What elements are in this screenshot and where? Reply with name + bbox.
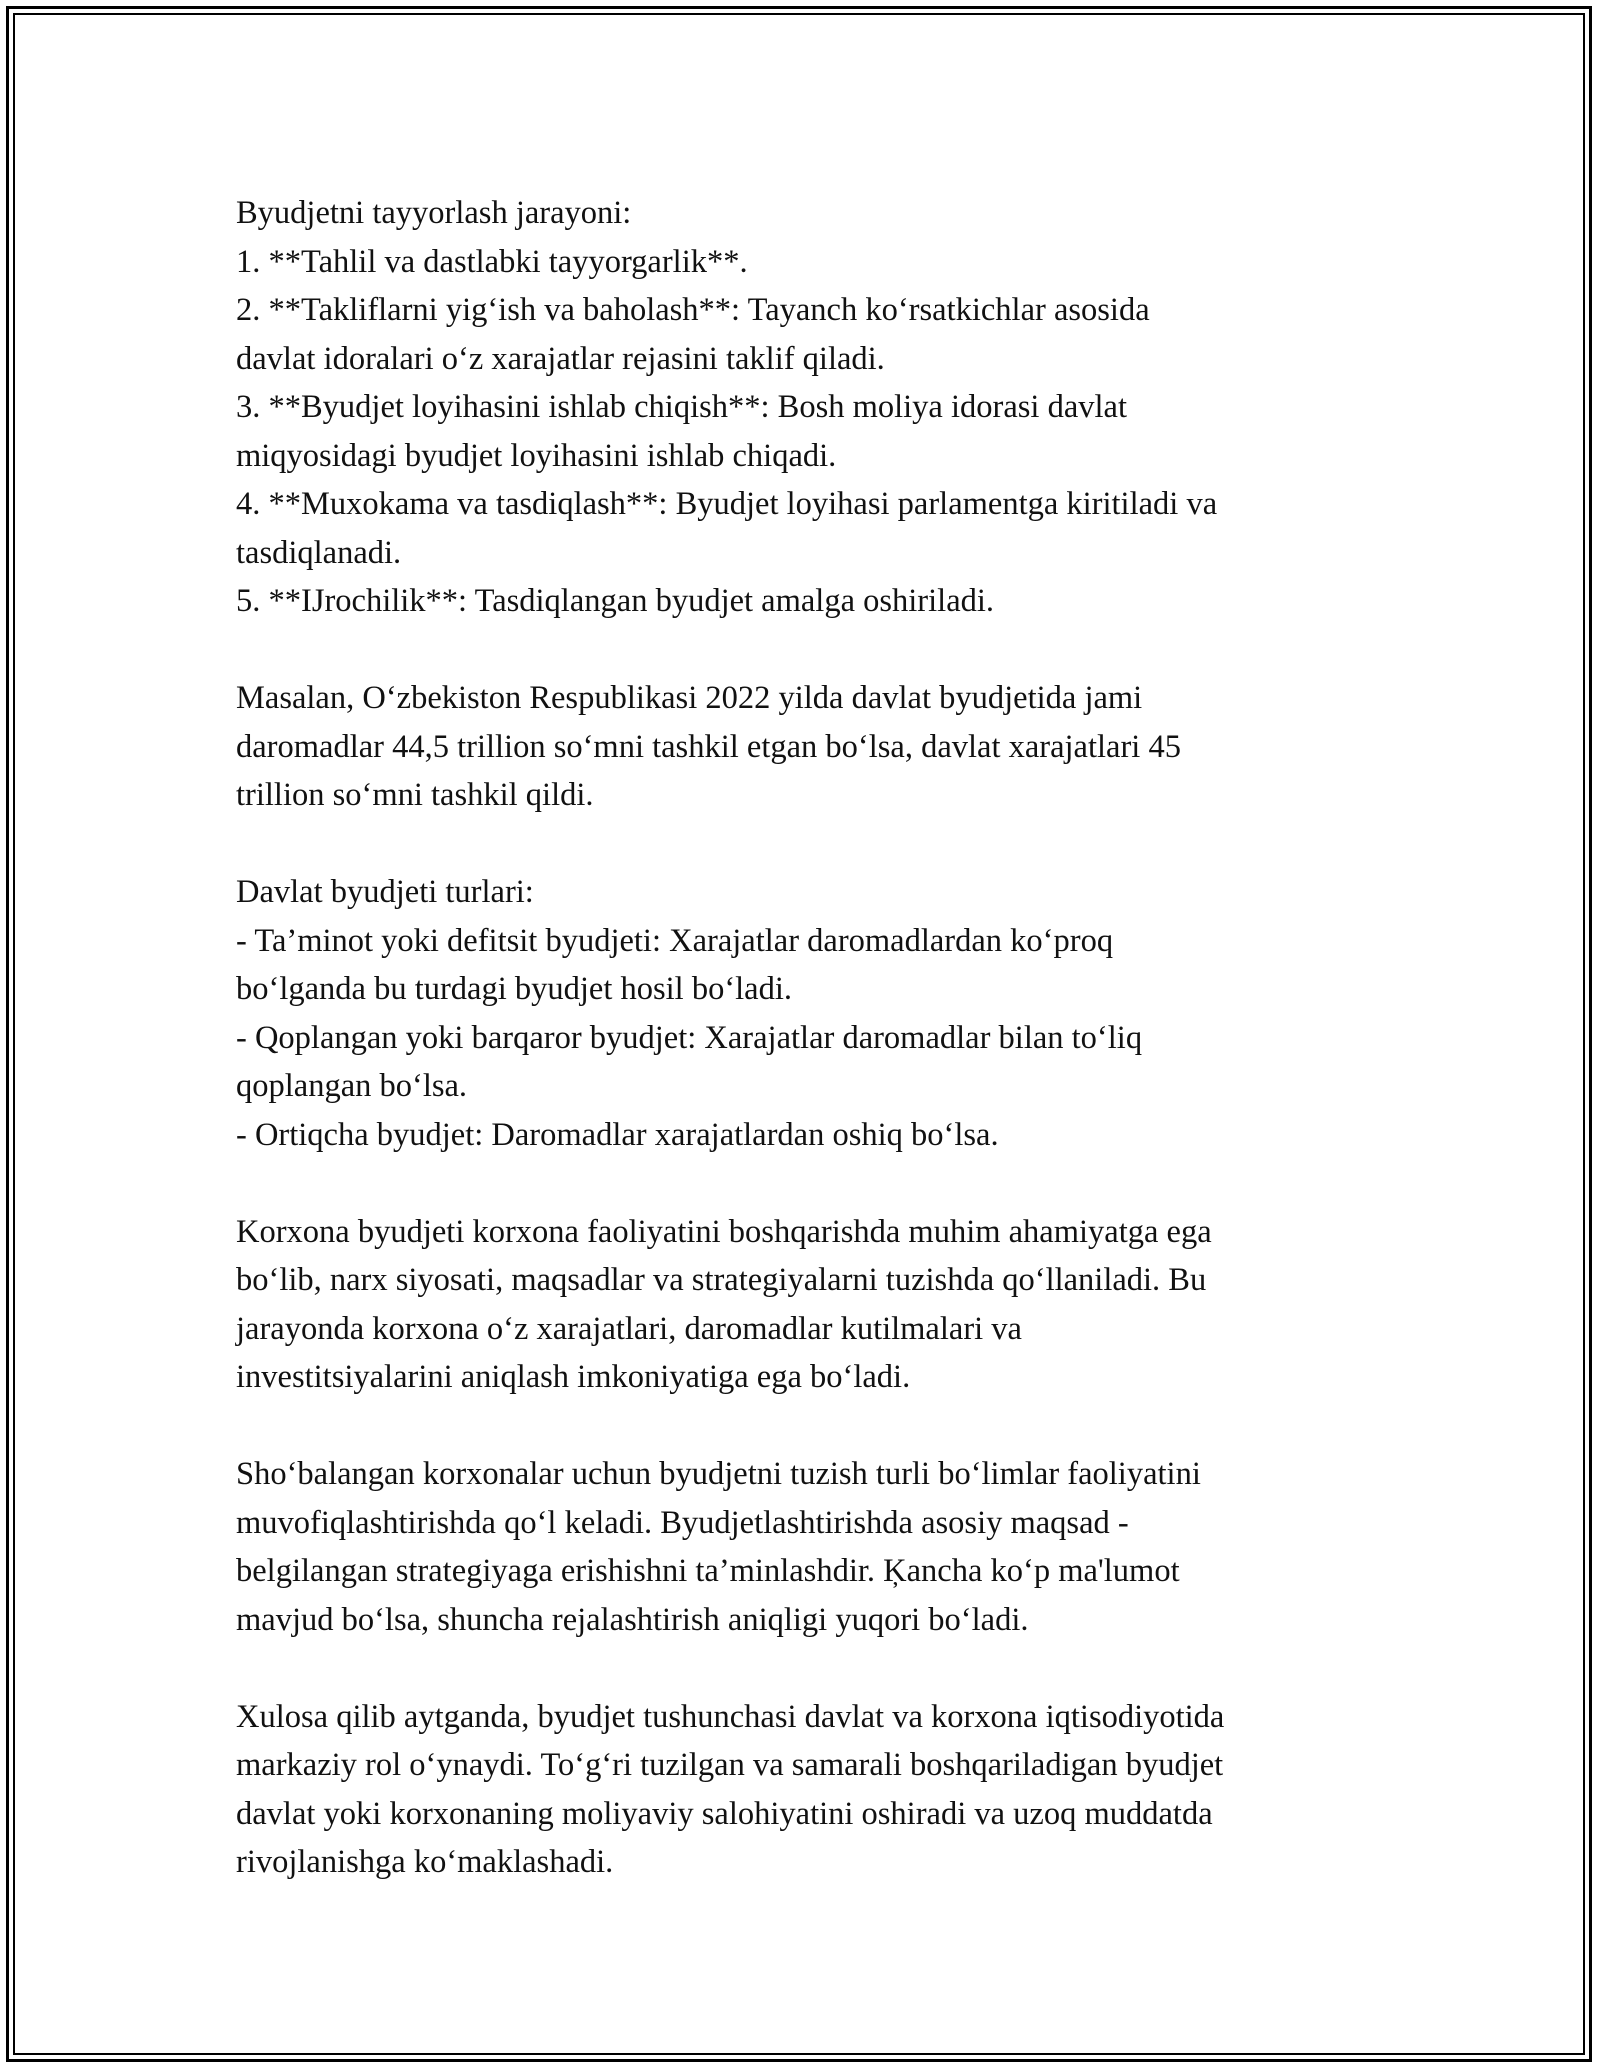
- paragraph-conclusion: [236, 1693, 1386, 1887]
- paragraph-enterprise-budget: [236, 1208, 1386, 1402]
- paragraph-subsidiaries: [236, 1450, 1386, 1644]
- paragraph-spacer: [236, 1644, 1386, 1693]
- list-item-continuation: davlat idoralari o‘z xarajatlar rejasini taklif qiladi.: [236, 340, 885, 377]
- list-item-continuation: bo‘lganda bu turdagi byudjet hosil bo‘ladi.: [236, 971, 793, 1007]
- list-item: - Qoplangan yoki barqaror byudjet: Xarajatlar daromadlar bilan to‘liq: [236, 1019, 1143, 1056]
- list-item-continuation: qoplangan bo‘lsa.: [236, 1068, 468, 1104]
- text-line: belgilangan strategiyaga erishishni ta’minlashdir. Ķancha ko‘p ma'lumot: [236, 1553, 1180, 1589]
- text-line: jarayonda korxona o‘z xarajatlari, daromadlar kutilmalari va: [236, 1310, 1022, 1347]
- text-line: investitsiyalarini aniqlash imkoniyatiga ega bo‘ladi.: [236, 1359, 911, 1395]
- text-line: Xulosa qilib aytganda, byudjet tushunchasi davlat va korxona iqtisodiyotida: [236, 1698, 1225, 1735]
- paragraph-example: [236, 674, 1386, 820]
- section-heading: Davlat byudjeti turlari:: [236, 874, 534, 910]
- paragraph-spacer: [236, 1402, 1386, 1451]
- paragraph-spacer: [236, 1159, 1386, 1208]
- text-line: bo‘lib, narx siyosati, maqsadlar va strategiyalarni tuzishda qo‘llaniladi. Bu: [236, 1262, 1207, 1298]
- paragraph-spacer: [236, 820, 1386, 869]
- text-line: Masalan, O‘zbekiston Respublikasi 2022 yilda davlat byudjetida jami: [236, 680, 1143, 716]
- list-item: - Ortiqcha byudjet: Daromadlar xarajatlardan oshiq bo‘lsa.: [236, 1116, 999, 1153]
- paragraph-spacer: [236, 626, 1386, 675]
- list-item-continuation: tasdiqlanadi.: [236, 534, 402, 571]
- text-line: muvofiqlashtirishda qo‘l keladi. Byudjetlashtirishda asosiy maqsad -: [236, 1504, 1129, 1541]
- text-line: mavjud bo‘lsa, shuncha rejalashtirish aniqligi yuqori bo‘ladi.: [236, 1601, 1029, 1638]
- list-item: 4. **Muxokama va tasdiqlash**: Byudjet loyihasi parlamentga kiritiladi va: [236, 486, 1218, 522]
- text-line: trillion so‘mni tashkil qildi.: [236, 777, 594, 813]
- paragraph-budget-process: [236, 189, 1386, 626]
- text-line: Sho‘balangan korxonalar uchun byudjetni tuzish turli bo‘limlar faoliyatini: [236, 1456, 1201, 1492]
- list-item: - Ta’minot yoki defitsit byudjeti: Xarajatlar daromadlardan ko‘proq: [236, 922, 1114, 959]
- text-line: davlat yoki korxonaning moliyaviy salohiyatini oshiradi va uzoq muddatda: [236, 1795, 1213, 1832]
- document-body: [236, 189, 1386, 1887]
- text-line: rivojlanishga ko‘maklashadi.: [236, 1844, 614, 1880]
- text-line: Korxona byudjeti korxona faoliyatini boshqarishda muhim ahamiyatga ega: [236, 1213, 1212, 1250]
- list-item: 2. **Takliflarni yig‘ish va baholash**: Tayanch ko‘rsatkichlar asosida: [236, 292, 1150, 328]
- text-line: markaziy rol o‘ynaydi. To‘g‘ri tuzilgan va samarali boshqariladigan byudjet: [236, 1747, 1224, 1783]
- list-item: 1. **Tahlil va dastlabki tayyorgarlik**.: [236, 243, 748, 280]
- list-item-continuation: miqyosidagi byudjet loyihasini ishlab chiqadi.: [236, 437, 837, 474]
- list-item: 3. **Byudjet loyihasini ishlab chiqish**: Bosh moliya idorasi davlat: [236, 389, 1127, 425]
- text-line: daromadlar 44,5 trillion so‘mni tashkil etgan bo‘lsa, davlat xarajatlari 45: [236, 728, 1181, 765]
- section-heading: Byudjetni tayyorlash jarayoni:: [236, 195, 632, 231]
- list-item: 5. **IJrochilik**: Tasdiqlangan byudjet amalga oshiriladi.: [236, 583, 995, 619]
- paragraph-budget-types: [236, 868, 1386, 1159]
